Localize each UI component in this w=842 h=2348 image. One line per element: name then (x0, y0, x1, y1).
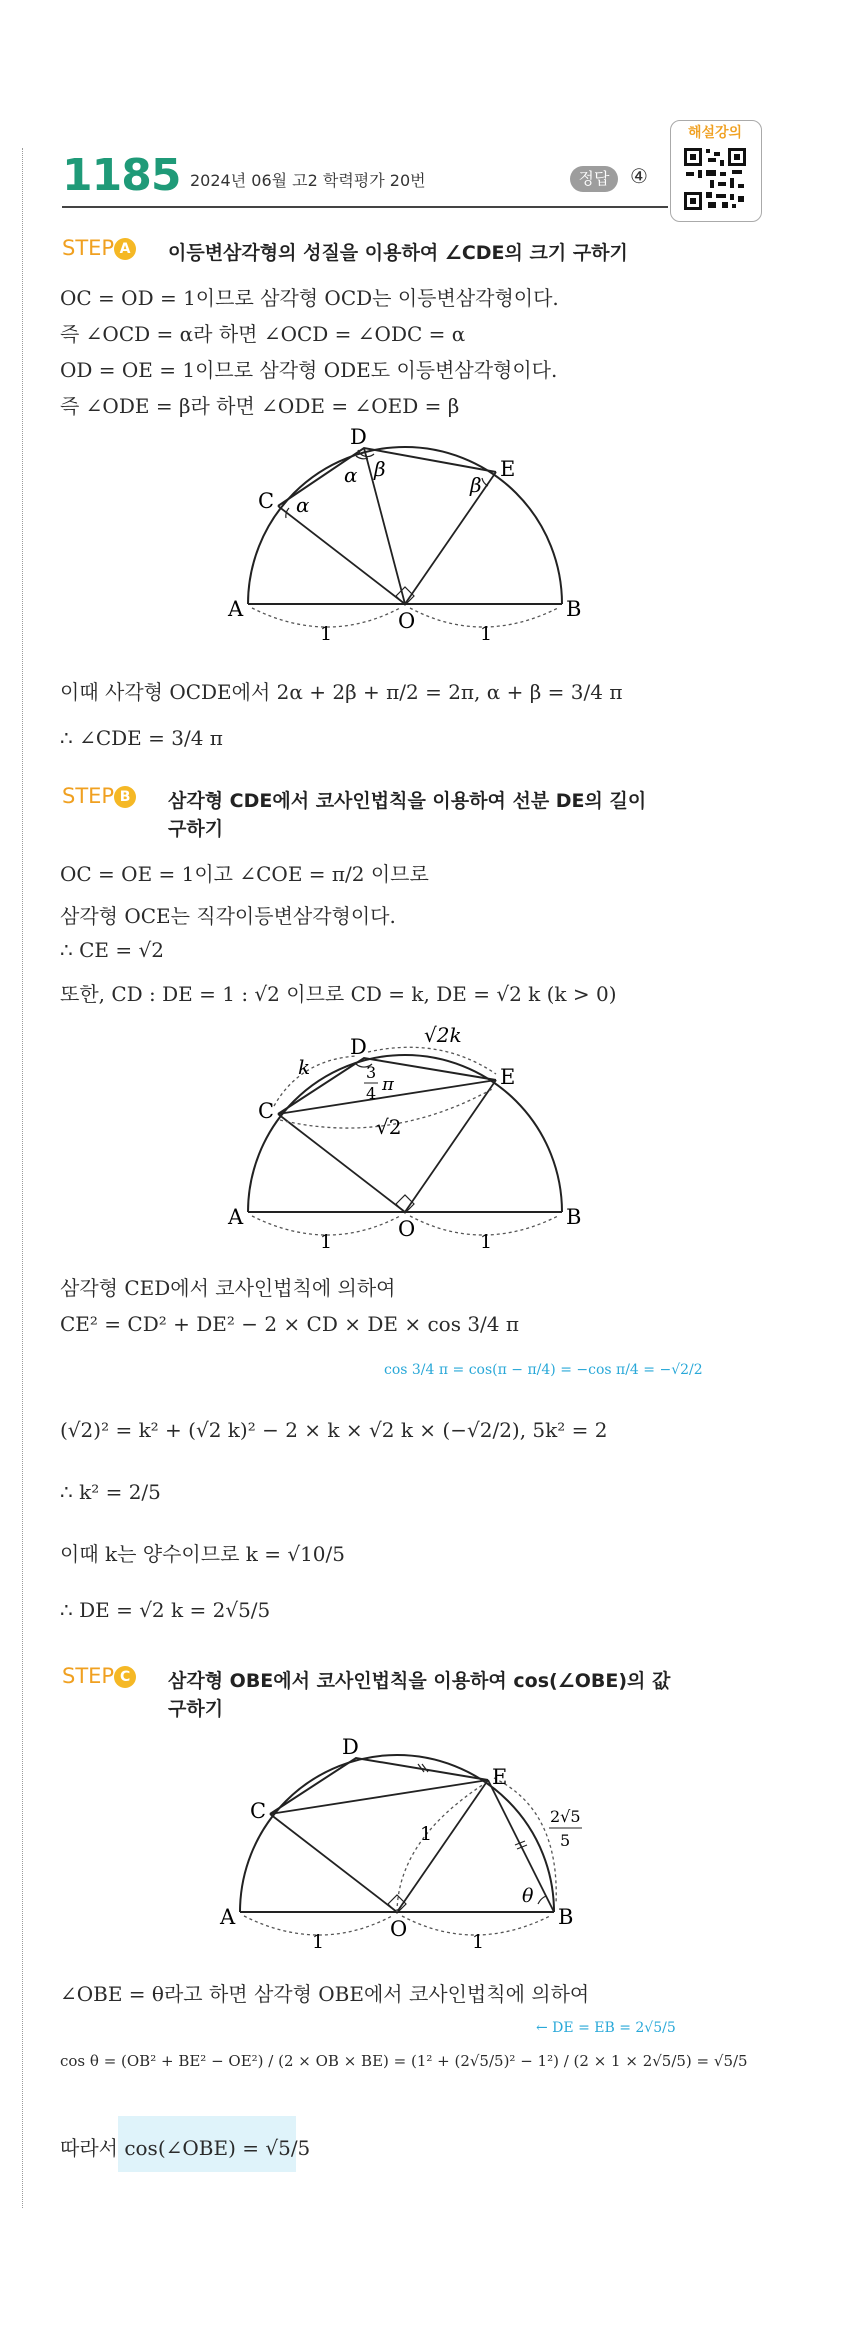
step-c-line-1: ∠OBE = θ라고 하면 삼각형 OBE에서 코사인법칙에 의하여 (60, 1982, 590, 2006)
d3-label-e: E (492, 1765, 508, 1789)
step-a-circle: A (114, 238, 136, 260)
d3-length-oe: 1 (420, 1823, 433, 1845)
step-a-line-3: OD = OE = 1이므로 삼각형 ODE도 이등변삼각형이다. (60, 358, 558, 382)
d3-label-b: B (558, 1905, 574, 1929)
step-b-label: STEP B (62, 784, 136, 808)
d1-alpha-c: α (296, 493, 310, 517)
d2-angle-pi: π (382, 1074, 394, 1095)
d2-label-b: B (566, 1205, 582, 1229)
d2-label-a: A (228, 1205, 244, 1229)
step-b-calc-4: ∴ DE = √2 k = 2√5/5 (60, 1598, 271, 1622)
d2-length-ob: 1 (480, 1231, 493, 1253)
step-b-line-2: 삼각형 OCE는 직각이등변삼각형이다. (60, 904, 396, 928)
d2-angle-den: 4 (366, 1084, 377, 1103)
step-a-line-4: 즉 ∠ODE = β라 하면 ∠ODE = ∠OED = β (60, 394, 460, 418)
d2-label-r2: √2 (376, 1115, 402, 1139)
d2-label-c: C (258, 1099, 275, 1123)
d3-label-a: A (220, 1905, 236, 1929)
d2-label-k: k (298, 1055, 311, 1079)
step-b-cosine-law: 삼각형 CED에서 코사인법칙에 의하여 (60, 1276, 396, 1300)
d3-label-d: D (342, 1735, 359, 1759)
d1-label-o: O (398, 609, 416, 633)
d1-beta-e: β (470, 473, 482, 497)
step-b-circle: B (114, 786, 136, 808)
step-b-title-1: 삼각형 CDE에서 코사인법칙을 이용하여 선분 DE의 길이 (168, 790, 647, 812)
step-b-calc-2: ∴ k² = 2/5 (60, 1480, 161, 1504)
step-c-label: STEP C (62, 1664, 136, 1688)
step-b-line-1: OC = OE = 1이고 ∠COE = π/2 이므로 (60, 862, 429, 886)
d1-length-ob: 1 (480, 623, 493, 645)
step-b-line-3: ∴ CE = √2 (60, 938, 164, 962)
step-a-line-2: 즉 ∠OCD = α라 하면 ∠OCD = ∠ODC = α (60, 322, 466, 346)
d2-label-r2k: √2k (424, 1023, 462, 1047)
step-c-note: ← DE = EB = 2√5/5 (536, 2020, 676, 2036)
problem-source: 2024년 06월 고2 학력평가 20번 (190, 171, 426, 190)
answer-value: ④ (630, 164, 648, 188)
d1-alpha-d: α (344, 463, 358, 487)
d1-label-d: D (350, 425, 367, 449)
d2-angle-num: 3 (366, 1063, 377, 1082)
d2-label-d: D (350, 1035, 367, 1059)
d3-be-num: 2√5 (550, 1807, 581, 1826)
d3-length-ob: 1 (472, 1931, 485, 1953)
step-c-circle: C (114, 1666, 136, 1688)
step-b-cosine-eq: CE² = CD² + DE² − 2 × CD × DE × cos 3/4 π (60, 1312, 520, 1336)
step-b-cos-note: cos 3/4 π = cos(π − π/4) = −cos π/4 = −√2/2 (384, 1362, 703, 1378)
d3-length-ao: 1 (312, 1931, 325, 1953)
step-a-line-1: OC = OD = 1이므로 삼각형 OCD는 이등변삼각형이다. (60, 286, 559, 310)
problem-number: 1185 (62, 150, 181, 201)
d3-label-c: C (250, 1799, 267, 1823)
d2-length-ao: 1 (320, 1231, 333, 1253)
answer-badge: 정답 (570, 166, 618, 192)
d2-label-o: O (398, 1217, 416, 1241)
d1-label-b: B (566, 597, 582, 621)
step-c-cos-theta: cos θ = (OB² + BE² − OE²) / (2 × OB × BE) = (1² + (2√5/5)² − 1²) / (2 × 1 × 2√5/5) = √5/5 (60, 2052, 748, 2070)
lecture-label: 해설강의 (687, 125, 743, 141)
d1-length-ao: 1 (320, 623, 333, 645)
d1-beta-d: β (374, 457, 386, 481)
step-b-calc-1: (√2)² = k² + (√2 k)² − 2 × k × √2 k × (−√2/2), 5k² = 2 (60, 1418, 608, 1442)
step-b-line-4: 또한, CD : DE = 1 : √2 이므로 CD = k, DE = √2 k (k > 0) (60, 982, 617, 1006)
d3-label-o: O (390, 1917, 408, 1941)
step-c-title-2: 구하기 (168, 1698, 224, 1720)
final-answer: 따라서 cos(∠OBE) = √5/5 (60, 2136, 311, 2160)
step-c-title-1: 삼각형 OBE에서 코사인법칙을 이용하여 cos(∠OBE)의 값 (168, 1670, 671, 1692)
step-b-title-2: 구하기 (168, 818, 224, 840)
step-a-title: 이등변삼각형의 성질을 이용하여 ∠CDE의 크기 구하기 (168, 242, 628, 264)
d2-label-e: E (500, 1065, 516, 1089)
d3-be-den: 5 (560, 1831, 571, 1850)
d1-label-e: E (500, 457, 516, 481)
step-a-quad-sum: 이때 사각형 OCDE에서 2α + 2β + π/2 = 2π, α + β = 3/4 π (60, 680, 623, 704)
step-b-calc-3: 이때 k는 양수이므로 k = √10/5 (60, 1542, 345, 1566)
d1-label-a: A (228, 597, 244, 621)
step-a-result: ∴ ∠CDE = 3/4 π (60, 726, 223, 750)
d3-theta: θ (522, 1885, 534, 1907)
d1-label-c: C (258, 489, 275, 513)
step-a-label: STEP A (62, 236, 136, 260)
